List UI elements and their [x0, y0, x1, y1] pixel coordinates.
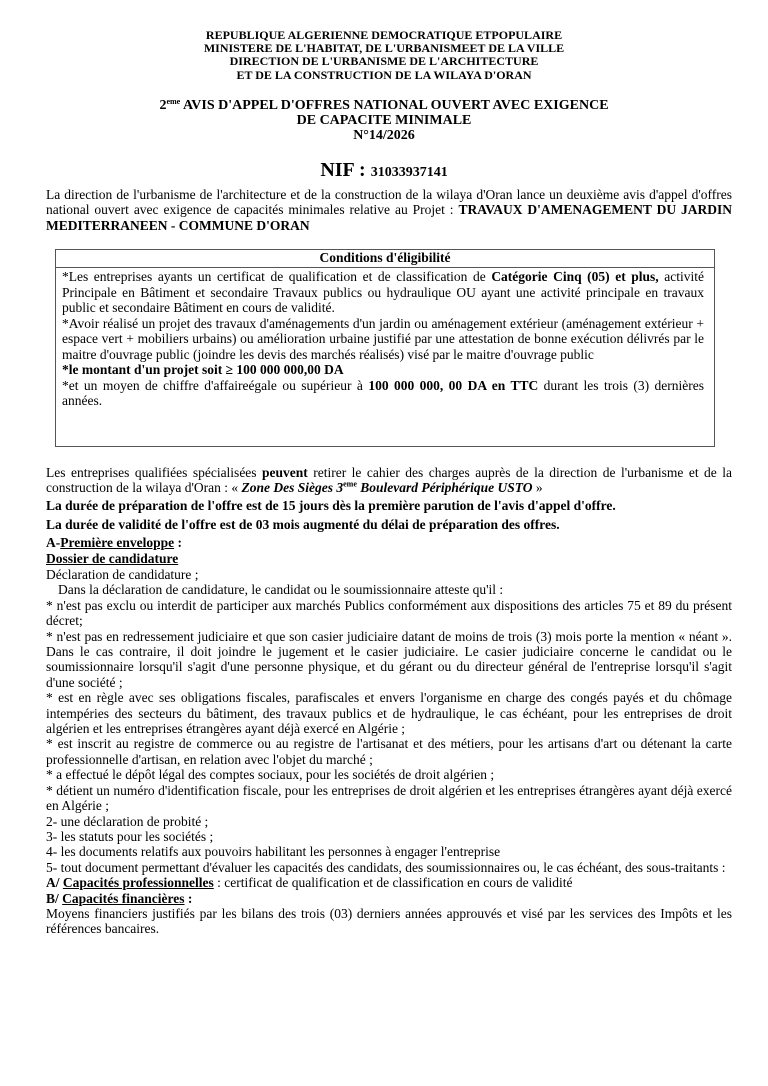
list-item: 5- tout document permettant d'évaluer les capacités des candidats, des soumissionnaires ou, le cas échéant, des sous-traitants : [46, 859, 726, 875]
declaration-section [46, 567, 732, 937]
project-name: TRAVAUX D'AMENAGEMENT DU JARDIN MEDITERRANEEN - COMMUNE D'ORAN [46, 202, 732, 233]
cap-fin-title: Capacités financières [62, 890, 185, 906]
cap-fin-suffix: : [184, 890, 193, 906]
condition-1-text: *Les entreprises ayants un certificat de qualification et de classification de [62, 269, 492, 284]
capacites-financieres-heading [46, 891, 732, 906]
condition-amount [62, 362, 704, 378]
retrait-paragraph [46, 465, 732, 496]
condition-turnover [62, 378, 704, 409]
section-a-heading [46, 535, 182, 550]
condition-4-amount: 100 000 000, 00 DA en TTC [368, 377, 539, 393]
condition-4-text: *et un moyen de chiffre d'affaireégale ou supérieur à [62, 377, 369, 393]
dossier-title: Dossier de candidature [46, 551, 179, 566]
cap-pro-text: : certificat de qualification et de classification en cours de validité [213, 875, 573, 891]
retrait-end: » [532, 480, 543, 496]
section-a-suffix: : [174, 535, 182, 550]
list-item: * détient un numéro d'identification fiscale, pour les entreprises de droit algérien et les entreprises étrangères ayant déjà exercé en Algérie ; [46, 782, 732, 814]
address-sup: eme [343, 479, 357, 489]
title-ordinal-sup: eme [166, 97, 181, 106]
title-number: N°14/2026 [353, 128, 415, 144]
condition-amount-text: *le montant d'un projet soit ≥ 100 000 000,00 DA [62, 362, 344, 377]
title-ordinal: 2 [159, 98, 167, 113]
header-line-3: DIRECTION DE L'URBANISME DE L'ARCHITECTURE [229, 54, 539, 69]
header-line-4: ET DE LA CONSTRUCTION DE LA WILAYA D'ORAN [236, 67, 532, 82]
list-item: * a effectué le dépôt légal des comptes sociaux, pour les sociétés de droit algérien ; [46, 767, 495, 783]
intro-paragraph [46, 187, 732, 233]
header-line-2: MINISTERE DE L'HABITAT, DE L'URBANISMEET DE LA VILLE [203, 41, 565, 56]
address-part-a: Zone Des Sièges 3 [241, 480, 344, 496]
list-item: * n'est pas en redressement judiciaire et que son casier judiciaire datant de moins de trois (3) mois porte la mention « néant ». Dans le cas contraire, il doit joindre le jugement et le casier judiciaire. Le casier judiciaire concerne le candidat ou le soumissionnaire lorsqu'il s'agit d'une personne physique, et du gérant ou du directeur général de l'entreprise lorsqu'il s'agit d'une société ; [46, 628, 732, 690]
conditions-box [55, 249, 715, 447]
section-a-prefix: A- [46, 535, 61, 550]
intro-text: La direction de l'urbanisme de l'architecture et de la construction de la wilaya d'Oran lance un deuxième avis d'appel d'offres national ouvert avec exigence de capacités minimales relative au Projet : [46, 187, 732, 218]
nif-number: 31033937141 [370, 165, 448, 180]
conditions-title: Conditions d'éligibilité [56, 250, 714, 268]
cap-fin-prefix: B/ [46, 890, 63, 906]
nif-line [0, 159, 768, 181]
list-item: 4- les documents relatifs aux pouvoirs habilitant les personnes à engager l'entreprise [46, 844, 501, 860]
section-a-title: Première enveloppe [60, 535, 175, 550]
list-item: * est en règle avec ses obligations fiscales, parafiscales et envers l'organisme en charge des congés payés et du chômage intempéries des secteurs du bâtiment, des travaux publics et de hydraulique, le cas échéant, pour les entreprises de droit algérien et les entreprises étrangères ayant déjà exercé en Algérie ; [46, 690, 732, 737]
nif-label: NIF : [320, 159, 371, 181]
list-item: * n'est pas exclu ou interdit de participer aux marchés Publics conformément aux dispositions des articles 75 et 89 du présent décret; [46, 597, 732, 629]
declaration-intro: Dans la déclaration de candidature, le candidat ou le soumissionnaire atteste qu'il : [58, 582, 504, 598]
header-block [0, 29, 768, 82]
capacites-financieres-text: Moyens financiers justifiés par les bilans des trois (03) derniers années approuvés et visé par les services des Impôts et les références bancaires. [46, 905, 732, 937]
conditions-body [56, 268, 714, 409]
title-line-2: DE CAPACITE MINIMALE [296, 113, 472, 129]
condition-1-category: Catégorie Cinq (05) et plus, [491, 269, 659, 284]
title-line-1: AVIS D'APPEL D'OFFRES NATIONAL OUVERT AVEC EXIGENCE [180, 98, 609, 113]
declaration-label: Déclaration de candidature ; [46, 567, 199, 582]
header-line-1: REPUBLIQUE ALGERIENNE DEMOCRATIQUE ETPOPULAIRE [205, 28, 563, 42]
capacites-professionnelles [46, 875, 732, 890]
cap-pro-prefix: A/ [46, 875, 63, 891]
duree-preparation: La durée de préparation de l'offre est de 15 jours dès la première parution de l'avis d'appel d'offre. [46, 498, 616, 513]
list-item: 2- une déclaration de probité ; [46, 813, 209, 829]
condition-reference-project: *Avoir réalisé un projet des travaux d'aménagements d'un jardin ou aménagement extérieur (aménagement extérieur + espace vert + mobiliers urbains) ou amélioration urbaine justifié par une attestation de bonne exécution délivrés par le maitre d'ouvrage public (joindre les devis des marchés réalisés) visé par le maitre d'ouvrage public [62, 315, 704, 362]
list-item: 3- les statuts pour les sociétés ; [46, 828, 214, 844]
condition-qualification [62, 269, 704, 316]
list-item: * est inscrit au registre de commerce ou au registre de l'artisanat et des métiers, pour les artisans d'art ou détenant la carte professionnelle d'artisan, en relation avec l'objet du marché ; [46, 736, 732, 767]
retrait-middle: retirer le cahier des charges auprès de la direction de l'urbanisme et de la construction de la wilaya d'Oran : « [46, 465, 732, 496]
condition-4-end: durant les trois (3) dernières années. [62, 377, 704, 408]
condition-1-end: activité Principale en Bâtiment et secondaire Travaux publics ou hydraulique OU ayant une activité principale en travaux public et secondaire Bâtiment en cours de validité. [62, 269, 704, 315]
retrait-bold: peuvent [262, 465, 308, 480]
address-part-b: Boulevard Périphérique USTO [356, 480, 533, 496]
retrait-text: Les entreprises qualifiées spécialisées [46, 465, 263, 480]
duree-validite: La durée de validité de l'offre est de 03 mois augmenté du délai de préparation des offres. [46, 517, 560, 532]
notice-title [0, 98, 768, 144]
cap-pro-title: Capacités professionnelles [62, 875, 214, 891]
